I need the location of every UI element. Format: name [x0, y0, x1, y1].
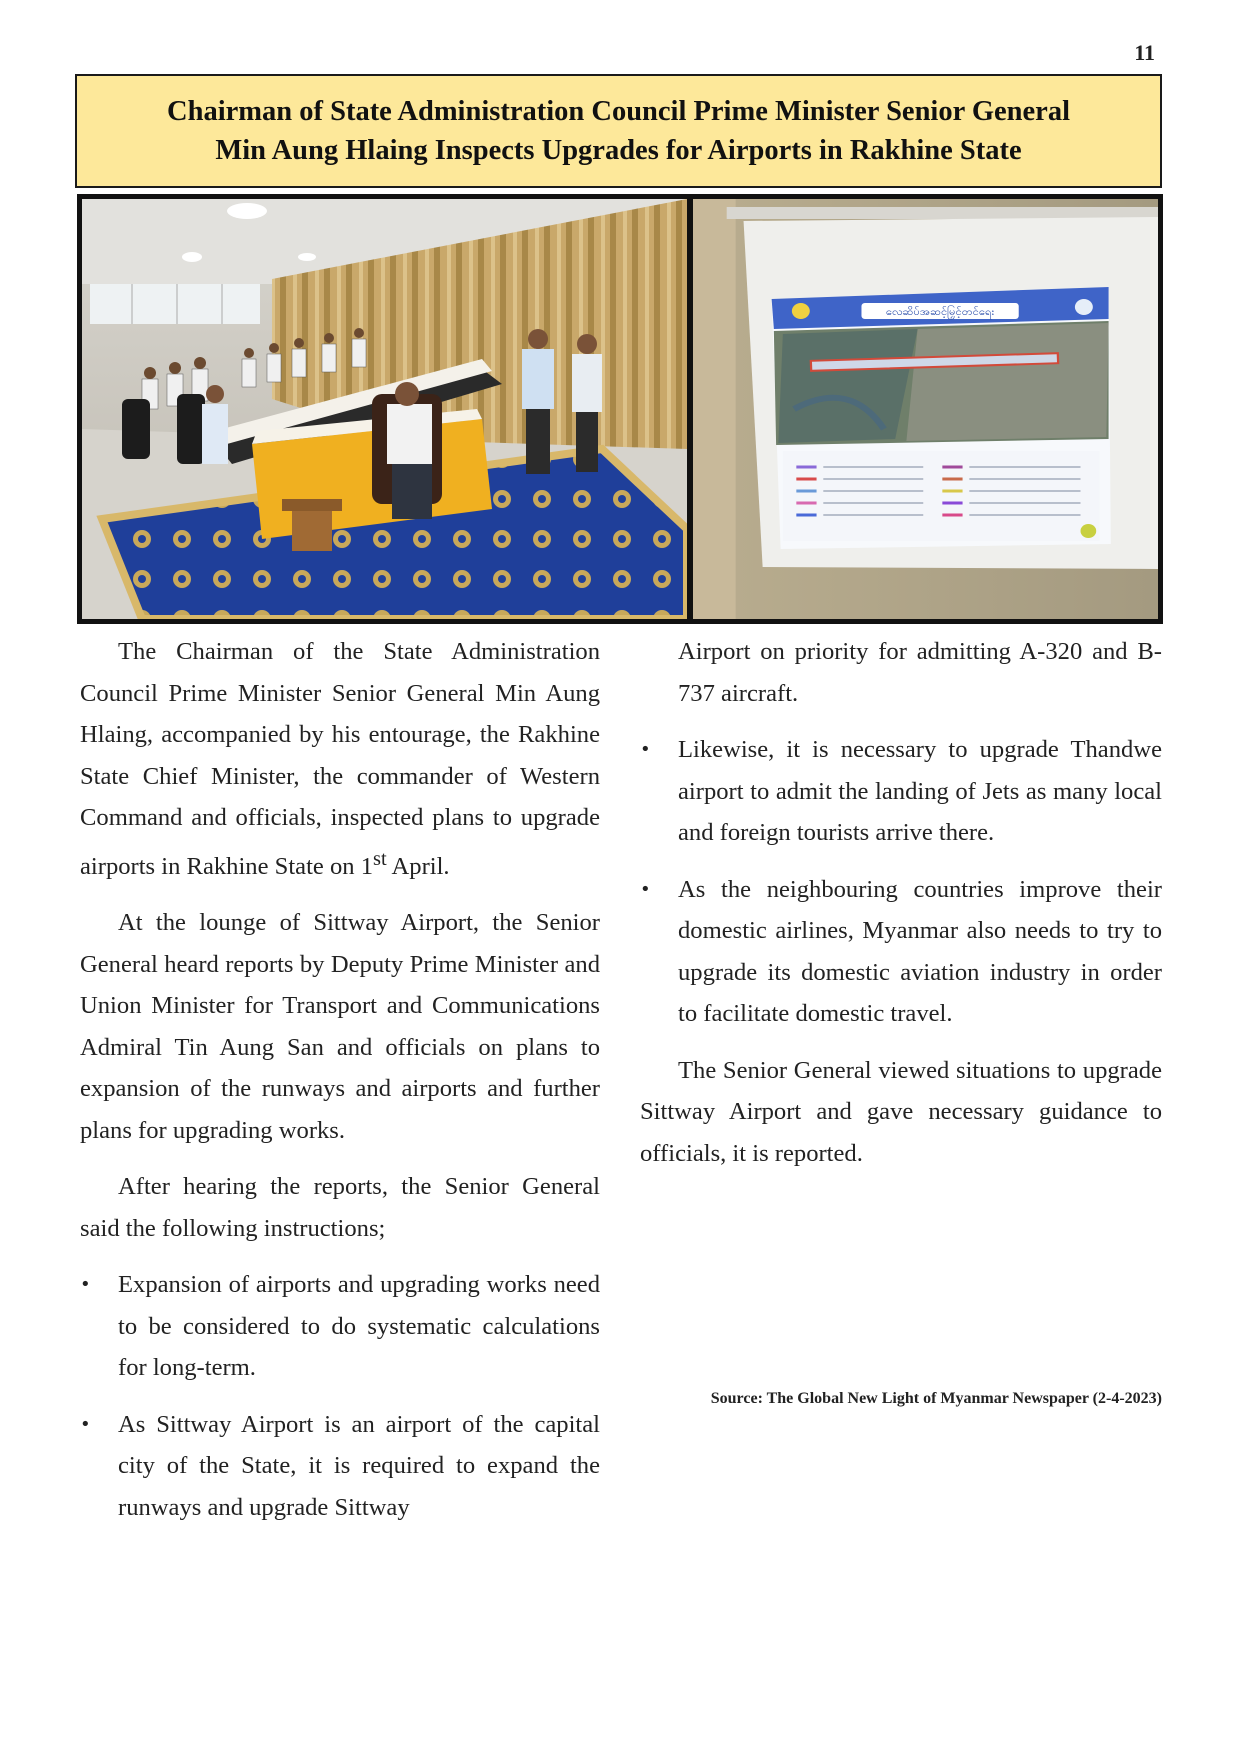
slide-header-text: လေဆိပ်အဆင့်မြှင့်တင်ရေး: [885, 305, 995, 318]
instruction-item: • As the neighbouring countries improve their domestic airlines, Myanmar also needs to try to upgrade its domestic aviation industry in order to facilitate domestic travel.: [640, 875, 1162, 1027]
instruction-item-continued: Airport on priority for admitting A-320 and B-737 aircraft.: [678, 638, 1162, 707]
article-paragraph-2: At the lounge of Sittway Airport, the Senior General heard reports by Deputy Prime Minister and Union Minister for Transport and Communications Admiral Tin Aung San and officials on plans to expansion of the runways and airports and further plans for upgrading works.: [80, 909, 600, 1144]
projection-screen-photo: [693, 199, 1158, 619]
instruction-item: • Expansion of airports and upgrading works need to be considered to do systematic calculations for long-term.: [80, 1271, 600, 1382]
instruction-item: • As Sittway Airport is an airport of the capital city of the State, it is required to expand the runways and upgrade Sittway: [80, 1410, 600, 1521]
instruction-item: • Likewise, it is necessary to upgrade Thandwe airport to admit the landing of Jets as many local and foreign tourists arrive there.: [640, 736, 1162, 846]
headline-line-1: Chairman of State Administration Council Prime Minister Senior General: [167, 96, 1070, 127]
headline-line-2: Min Aung Hlaing Inspects Upgrades for Airports in Rakhine State: [215, 135, 1022, 166]
article-paragraph-1: The Chairman of the State Administration Council Prime Minister Senior General Min Aung Hlaing, accompanied by his entourage, the Rakhine State Chief Minister, the commander of Western Command and officials, inspected plans to upgrade airports in Rakhine State on 1st April.: [80, 638, 600, 880]
headline-box: [75, 74, 1162, 188]
article-paragraph-3: After hearing the reports, the Senior General said the following instructions;: [80, 1173, 600, 1242]
instructions-list-continued: [640, 729, 1162, 1035]
source-credit: Source: The Global New Light of Myanmar Newspaper (2-4-2023): [710, 1390, 1162, 1407]
photo-strip: [77, 194, 1163, 624]
instructions-list: [80, 1264, 600, 1528]
article-column-right: [640, 631, 1162, 1189]
page-number: 11: [1134, 40, 1155, 65]
meeting-room-photo: [82, 199, 687, 619]
article-column-left: [80, 631, 600, 1543]
article-paragraph-4: The Senior General viewed situations to upgrade Sittway Airport and gave necessary guidance to officials, it is reported.: [640, 1056, 1162, 1167]
